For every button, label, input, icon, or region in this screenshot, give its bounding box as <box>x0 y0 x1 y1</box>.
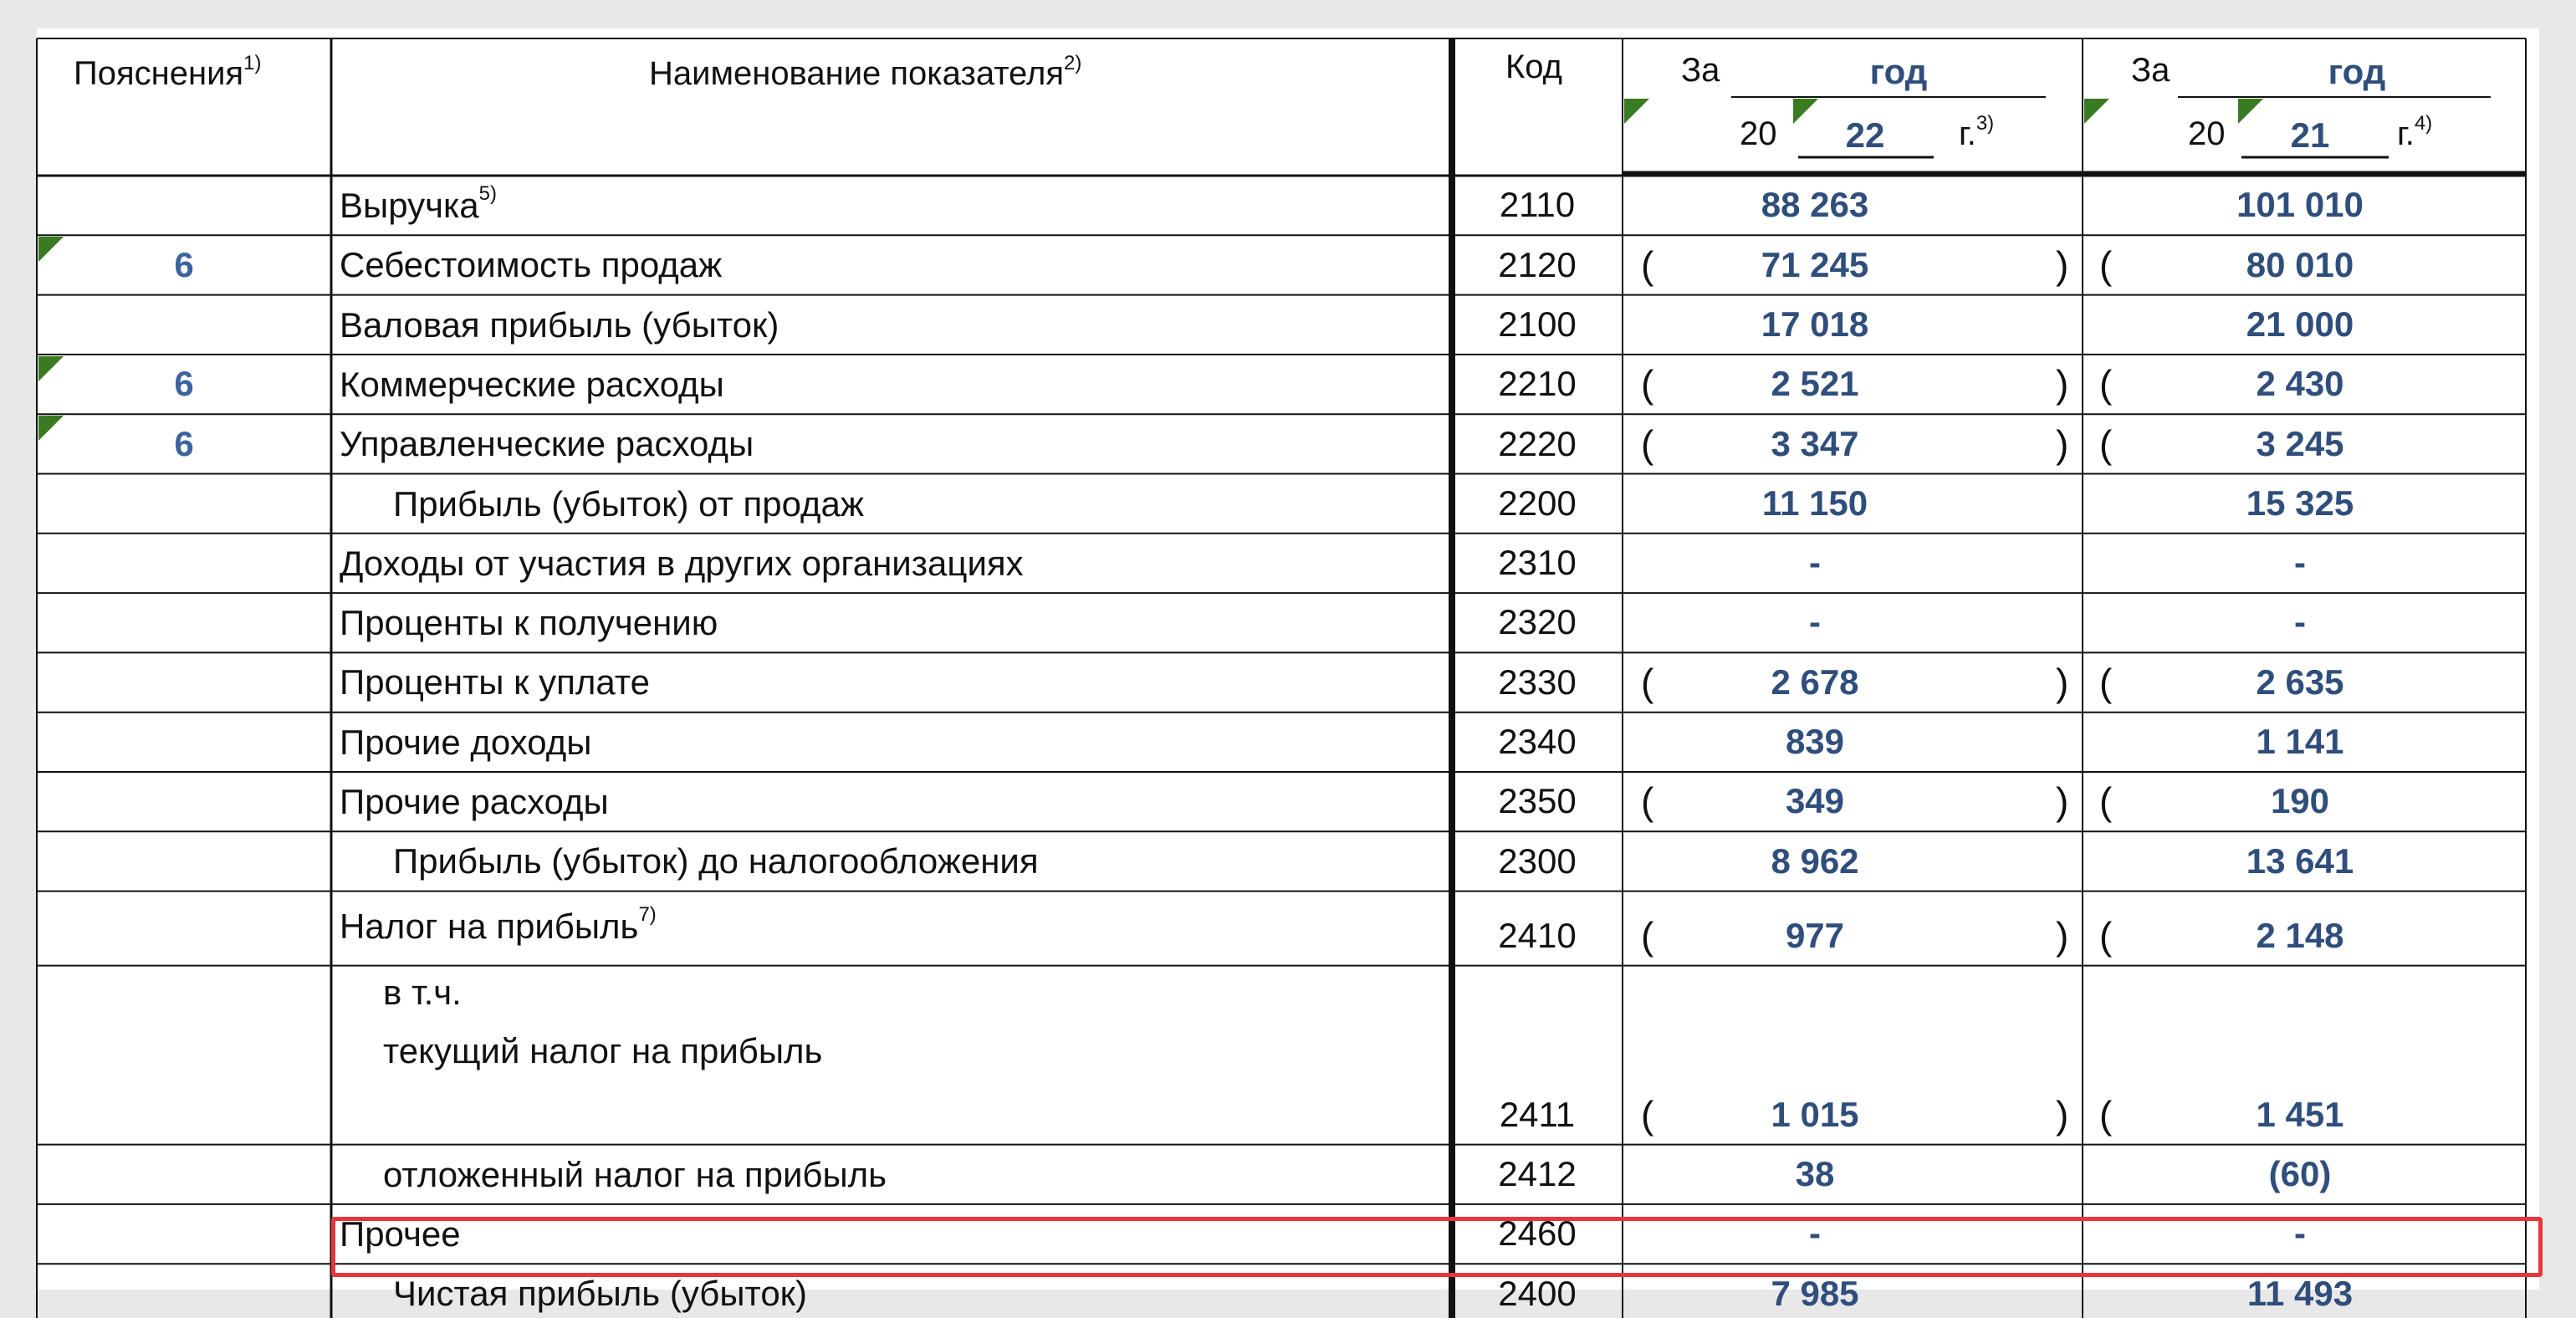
row-note: 6 <box>174 364 194 404</box>
paren-open: ( <box>1641 1092 1654 1137</box>
row-label: Выручка$^{5)}$ <box>340 182 497 225</box>
row-value-2022: 11 150 <box>1761 483 1868 523</box>
header-col1-prefix: 20 <box>1740 115 1777 152</box>
header-code: Код <box>1505 49 1563 85</box>
row-code: 2110 <box>1499 185 1576 225</box>
row-value-2021: 15 325 <box>2246 483 2354 523</box>
row-value-2021: - <box>2294 543 2306 583</box>
row-value-2021: 3 245 <box>2256 423 2344 463</box>
paren-close: ) <box>2056 779 2069 824</box>
paren-close: ) <box>2056 660 2069 704</box>
paren-open: ( <box>2099 779 2113 824</box>
row-value-2022: 3 347 <box>1771 423 1859 463</box>
paren-open: ( <box>1641 421 1654 466</box>
paren-close: ) <box>2056 243 2069 287</box>
row-value-2022: - <box>1809 602 1821 642</box>
row-code: 2220 <box>1498 423 1577 463</box>
row-label: Прибыль (убыток) от продаж <box>393 483 865 524</box>
header-col2-prefix: 20 <box>2188 115 2226 152</box>
row-note: 6 <box>174 244 194 284</box>
row-code: 2120 <box>1498 244 1577 284</box>
cell-marker <box>38 356 64 381</box>
row-code: 2100 <box>1498 304 1577 344</box>
header-col2-year: 21 <box>2290 115 2330 155</box>
header-col1-year: 22 <box>1845 115 1885 155</box>
row-value-2022: - <box>1809 1213 1821 1254</box>
row-code: 2330 <box>1498 662 1577 702</box>
cell-marker <box>1624 99 1649 124</box>
row-value-2022: 17 018 <box>1761 304 1869 344</box>
row-code: 2340 <box>1498 722 1577 761</box>
row-code: 2300 <box>1498 840 1577 881</box>
row-value-2021: (60) <box>2268 1153 2332 1193</box>
row-label: Прочее <box>340 1213 461 1254</box>
row-value-2021: 2 148 <box>2256 915 2344 955</box>
row-code: 2460 <box>1498 1213 1577 1254</box>
row-label-sup: 5) <box>478 182 497 205</box>
row-value-2021: 101 010 <box>2236 185 2364 225</box>
header-col2-suffix: г.$^{4)}$ <box>2397 112 2433 152</box>
row-value-2021: - <box>2294 1213 2306 1254</box>
cell-marker <box>2084 99 2109 124</box>
row-label: Чистая прибыль (убыток) <box>393 1274 808 1314</box>
paren-close: ) <box>2056 421 2069 466</box>
row-value-2021: 1 141 <box>2256 722 2344 761</box>
paren-open: ( <box>2099 243 2113 287</box>
header-col2-za: За <box>2131 52 2170 89</box>
row-code: 2412 <box>1498 1153 1577 1193</box>
row-value-2022: 839 <box>1785 722 1845 761</box>
row-value-2021: 2 635 <box>2256 662 2344 702</box>
row-label: Налог на прибыль$^{7)}$ <box>340 902 657 946</box>
row-value-2021: 11 493 <box>2246 1273 2354 1313</box>
header-notes: Пояснения$^{1)}$ <box>74 52 262 92</box>
paren-open: ( <box>1641 779 1654 824</box>
row-value-2022: 38 <box>1795 1153 1835 1193</box>
paren-open: ( <box>2099 1092 2113 1137</box>
header-col1-za: За <box>1681 52 1720 89</box>
row-value-2022: 2 678 <box>1771 662 1859 702</box>
row-value-2022: 1 015 <box>1771 1094 1859 1134</box>
row-value-2021: 2 430 <box>2256 364 2344 404</box>
paren-open: ( <box>2099 362 2113 406</box>
row-label: текущий налог на прибыль <box>383 1030 823 1070</box>
row-label: Прибыль (убыток) до налогообложения <box>393 841 1039 881</box>
row-code: 2210 <box>1498 364 1577 404</box>
row-value-2022: 977 <box>1785 915 1845 955</box>
row-label: Прочие доходы <box>340 722 592 762</box>
row-label-prefix: в т.ч. <box>383 972 462 1012</box>
row-value-2022: 7 985 <box>1771 1273 1859 1313</box>
paren-open: ( <box>1641 913 1654 958</box>
row-code: 2410 <box>1498 915 1577 955</box>
row-label: Валовая прибыль (убыток) <box>340 304 779 345</box>
row-value-2022: 2 521 <box>1771 364 1859 404</box>
row-value-2021: 190 <box>2270 781 2330 821</box>
row-value-2021: 80 010 <box>2246 244 2354 284</box>
row-value-2021: 1 451 <box>2256 1094 2344 1134</box>
row-value-2021: - <box>2294 602 2306 642</box>
row-label: Прочие расходы <box>340 782 609 821</box>
row-label: Управленческие расходы <box>340 424 754 464</box>
header-col1-suffix: г.$^{3)}$ <box>1959 112 1995 152</box>
row-value-2022: 88 263 <box>1761 185 1869 225</box>
row-code: 2200 <box>1498 483 1577 523</box>
cell-marker <box>38 237 64 262</box>
row-label-sup: 7) <box>638 902 657 926</box>
header-col1-period: год <box>1869 52 1928 91</box>
paren-open: ( <box>1641 660 1654 704</box>
row-label: Проценты к уплате <box>340 662 650 702</box>
paren-close: ) <box>2056 362 2069 406</box>
paren-open: ( <box>2099 660 2113 704</box>
paren-open: ( <box>1641 243 1654 287</box>
row-label: Коммерческие расходы <box>340 364 724 404</box>
row-code: 2310 <box>1498 543 1577 583</box>
header-col2-period: год <box>2328 52 2386 91</box>
paren-open: ( <box>2099 421 2113 466</box>
row-value-2022: 8 962 <box>1771 840 1859 881</box>
header-indicator-name: Наименование показателя$^{2)}$ <box>649 52 1082 92</box>
paren-open: ( <box>2099 913 2113 958</box>
row-code: 2400 <box>1498 1273 1577 1313</box>
row-value-2022: - <box>1809 543 1821 583</box>
paren-open: ( <box>1641 362 1654 406</box>
paren-close: ) <box>2056 913 2069 958</box>
row-code: 2320 <box>1498 602 1577 642</box>
cell-marker <box>38 416 64 441</box>
row-note: 6 <box>174 423 194 463</box>
row-label: Проценты к получению <box>340 603 718 643</box>
row-label: Доходы от участия в других организациях <box>340 543 1024 583</box>
row-value-2021: 21 000 <box>2246 304 2354 344</box>
paren-close: ) <box>2056 1092 2069 1137</box>
row-label: Себестоимость продаж <box>340 245 723 285</box>
row-value-2022: 71 245 <box>1761 244 1869 284</box>
cell-marker <box>2238 99 2263 124</box>
row-value-2021: 13 641 <box>2246 840 2354 881</box>
cell-marker <box>1793 99 1818 124</box>
row-label: отложенный налог на прибыль <box>383 1154 887 1194</box>
row-code: 2411 <box>1499 1094 1576 1134</box>
row-value-2022: 349 <box>1785 781 1845 821</box>
row-code: 2350 <box>1498 781 1577 821</box>
